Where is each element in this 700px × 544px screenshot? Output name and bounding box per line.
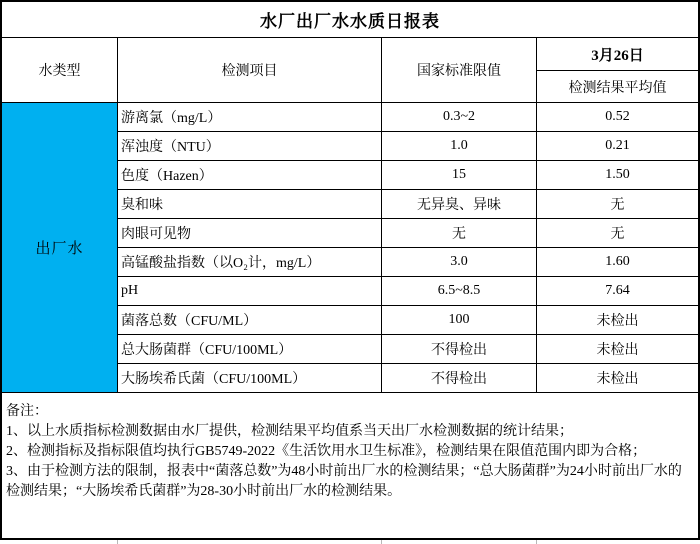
standard-cell: 不得检出	[382, 364, 537, 392]
table-row	[118, 132, 698, 161]
item-cell: 菌落总数（CFU/ML）	[118, 306, 382, 334]
table-row	[118, 103, 698, 132]
data-rows	[118, 103, 698, 392]
result-cell: 未检出	[596, 314, 639, 329]
item-cell: 游离氯（mg/L）	[118, 103, 382, 131]
table-header	[2, 38, 698, 103]
note-line: 2、检测指标及指标限值均执行GB5749-2022《生活饮用水卫生标准》，检测结果在限值范围内即为合格；	[6, 444, 647, 459]
item-cell: 高锰酸盐指数（以O₂计，mg/L）	[118, 248, 382, 276]
standard-cell: 无异臭、异味	[382, 190, 537, 218]
table-row	[118, 364, 698, 392]
water-type-cell: 出厂水	[2, 103, 118, 392]
item-cell: 浑浊度（NTU）	[118, 132, 382, 160]
table-body	[2, 103, 698, 393]
result-cell: 未检出	[596, 372, 639, 387]
item-cell: 总大肠菌群（CFU/100ML）	[118, 335, 382, 363]
table-row	[118, 335, 698, 364]
gridline-stubs	[0, 540, 700, 544]
header-result-average: 检测结果平均值	[568, 80, 667, 96]
standard-cell: 100	[382, 306, 537, 334]
result-cell: 未检出	[596, 343, 639, 358]
item-cell: 色度（Hazen）	[118, 161, 382, 189]
result-cell: 1.50	[605, 167, 630, 182]
gridline-stub	[536, 540, 537, 544]
standard-cell: 0.3~2	[382, 103, 537, 131]
table-row	[118, 219, 698, 248]
header-water-type: 水类型	[2, 38, 118, 102]
item-cell: pH	[118, 277, 382, 305]
gridline-stub	[381, 540, 382, 544]
standard-cell: 不得检出	[382, 335, 537, 363]
notes-label: 备注：	[6, 404, 48, 419]
header-date-group	[537, 38, 698, 102]
note-line: 3、由于检测方法的限制，报表中“菌落总数”为48小时前出厂水的检测结果；“总大肠菌群”为24小时前出厂水的检测结果；“大肠埃希氏菌群”为28-30小时前出厂水的检测结果。	[6, 464, 682, 499]
result-cell: 1.60	[605, 254, 630, 269]
table-row	[118, 161, 698, 190]
item-cell: 大肠埃希氏菌（CFU/100ML）	[118, 364, 382, 392]
page-title: 水厂出厂水水质日报表	[2, 2, 698, 38]
result-cell: 无	[610, 227, 625, 242]
result-cell: 0.21	[605, 138, 630, 153]
standard-cell: 6.5~8.5	[382, 277, 537, 305]
standard-cell: 15	[382, 161, 537, 189]
item-cell: 臭和味	[118, 190, 382, 218]
table-row	[118, 248, 698, 277]
header-standard-limit: 国家标准限值	[382, 38, 537, 102]
result-cell: 7.64	[605, 283, 630, 298]
note-line: 1、以上水质指标检测数据由水厂提供，检测结果平均值系当天出厂水检测数据的统计结果；	[6, 424, 573, 439]
table-row	[118, 190, 698, 219]
item-cell: 肉眼可见物	[118, 219, 382, 247]
gridline-stub	[117, 540, 118, 544]
header-test-item: 检测项目	[118, 38, 382, 102]
standard-cell: 无	[382, 219, 537, 247]
header-date: 3月26日	[537, 38, 698, 71]
table-row	[118, 306, 698, 335]
standard-cell: 1.0	[382, 132, 537, 160]
standard-cell: 3.0	[382, 248, 537, 276]
notes-section	[2, 393, 698, 538]
result-cell: 无	[610, 198, 625, 213]
table-row	[118, 277, 698, 306]
result-cell: 0.52	[605, 109, 630, 124]
